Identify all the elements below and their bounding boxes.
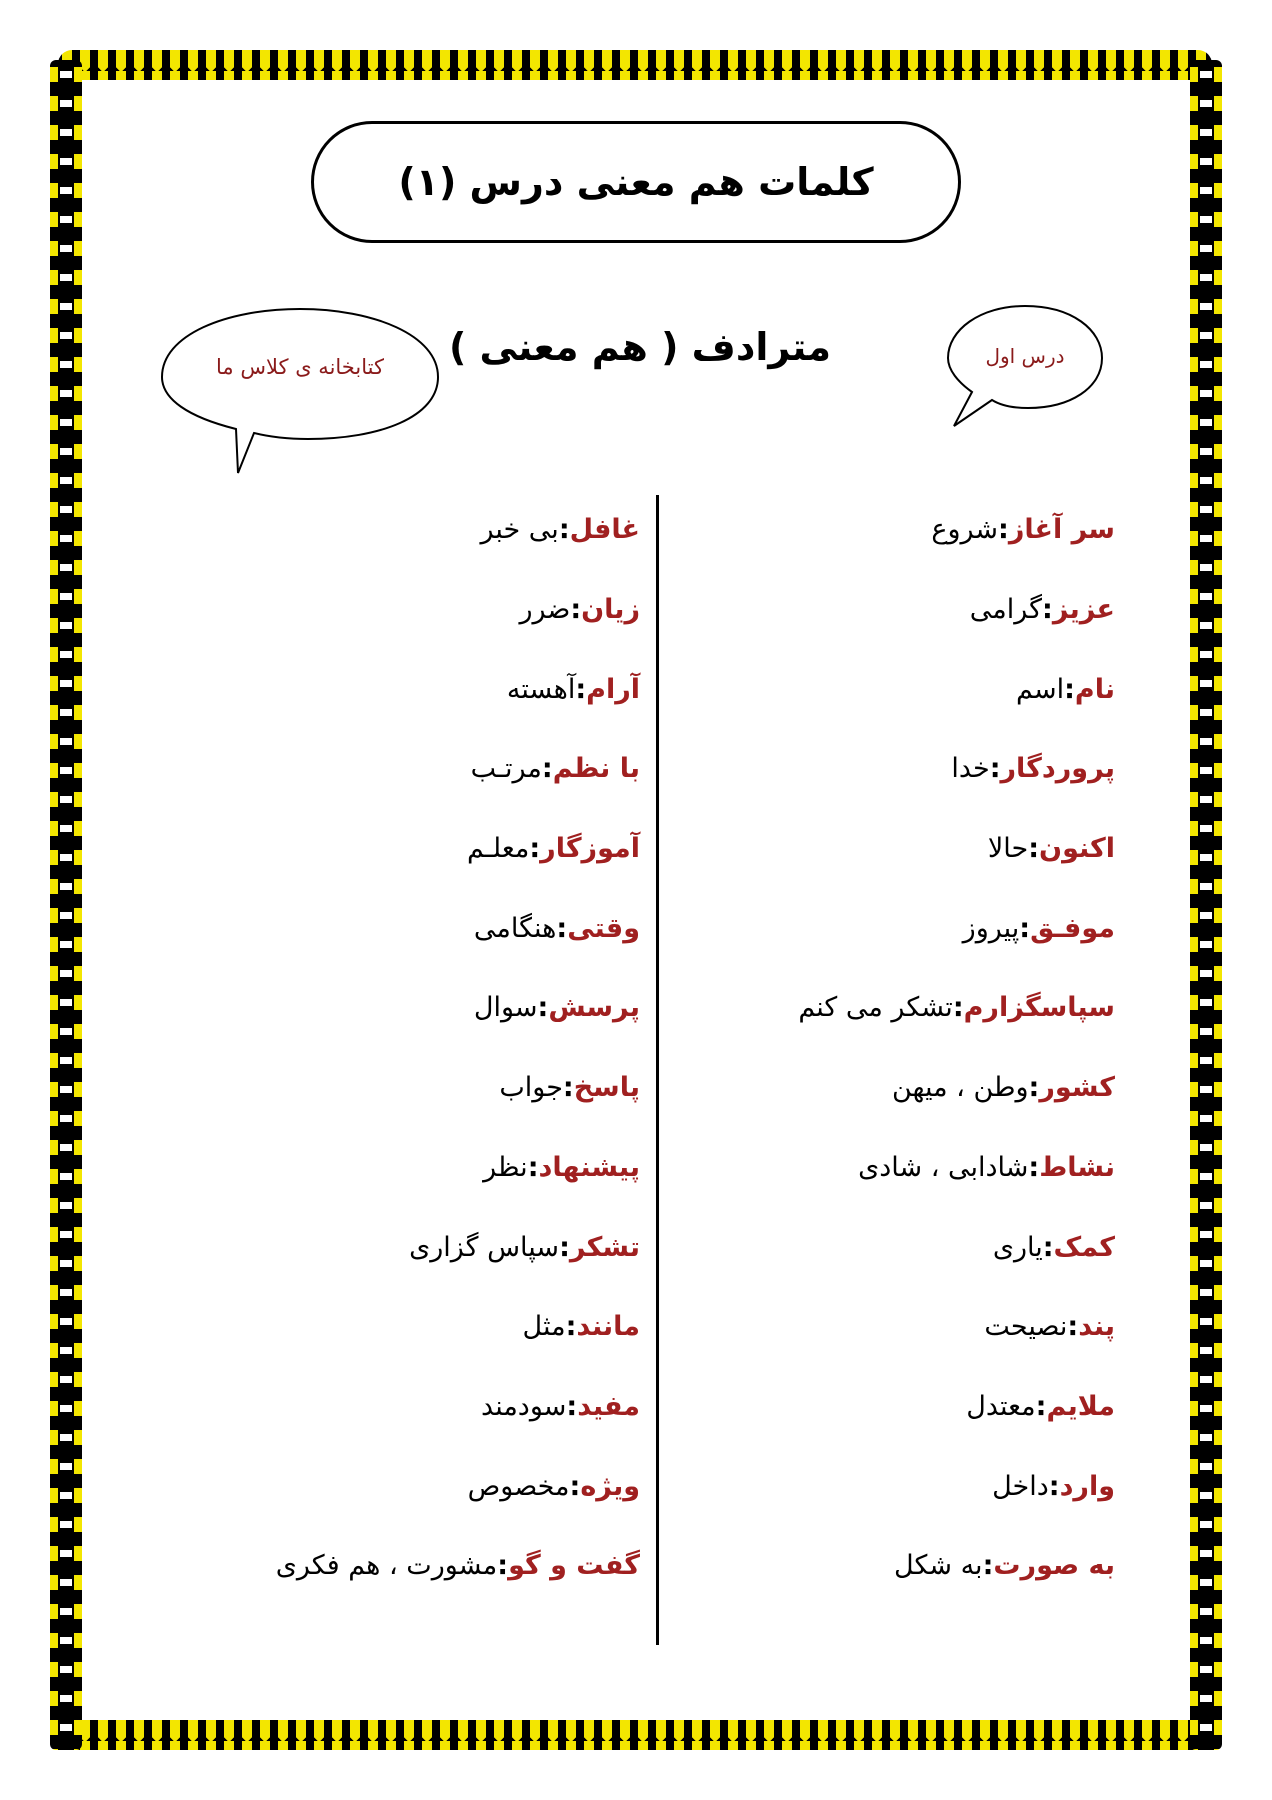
pair-separator: : bbox=[1067, 1311, 1079, 1343]
pair-separator: : bbox=[570, 594, 582, 626]
word-meaning: داخل bbox=[992, 1470, 1049, 1502]
word-term: تشکر bbox=[569, 1231, 640, 1263]
word-meaning: مشورت ، هم فکری bbox=[275, 1550, 498, 1582]
word-term: اکنون bbox=[1039, 833, 1115, 865]
word-meaning: تشکر می کنم bbox=[798, 992, 953, 1024]
word-term: ویژه bbox=[580, 1470, 640, 1502]
word-pair-row bbox=[20, 809, 640, 889]
word-term: مفید bbox=[577, 1390, 640, 1422]
word-meaning: بی خبر bbox=[480, 514, 559, 546]
pair-separator: : bbox=[1042, 1231, 1054, 1263]
word-meaning: نظر bbox=[483, 1151, 528, 1183]
word-term: با نظم bbox=[552, 753, 640, 785]
word-meaning: مرتـب bbox=[470, 753, 542, 785]
word-term: کمک bbox=[1053, 1231, 1115, 1263]
word-pair-row bbox=[20, 1207, 640, 1287]
pair-separator: : bbox=[559, 1231, 570, 1263]
pair-separator: : bbox=[558, 514, 570, 546]
word-meaning: سپاس گزاری bbox=[409, 1231, 560, 1263]
word-meaning: هنگامی bbox=[473, 912, 557, 944]
word-meaning: شروع bbox=[931, 514, 999, 546]
word-pair-row bbox=[20, 888, 640, 968]
pair-separator: : bbox=[497, 1550, 509, 1582]
word-term: غافل bbox=[569, 514, 640, 546]
word-term: پرسش bbox=[548, 992, 640, 1024]
word-term: کشور bbox=[1039, 1072, 1115, 1104]
pair-separator: : bbox=[565, 1311, 577, 1343]
word-pair-row bbox=[20, 570, 640, 650]
word-meaning: معلـم bbox=[467, 833, 530, 865]
word-pair-row bbox=[20, 1367, 640, 1447]
word-meaning: اسم bbox=[1016, 673, 1065, 705]
pair-separator: : bbox=[998, 514, 1009, 546]
pair-separator: : bbox=[1028, 1151, 1040, 1183]
word-meaning: وطن ، میهن bbox=[891, 1072, 1029, 1104]
border-bottom bbox=[58, 1720, 1212, 1750]
word-pair-row bbox=[20, 1287, 640, 1367]
pair-separator: : bbox=[1028, 833, 1040, 865]
page-title bbox=[311, 121, 961, 243]
word-term: پاسخ bbox=[573, 1072, 640, 1104]
word-term: آموزگار bbox=[540, 833, 640, 865]
subtitle: مترادف ( هم معنی ) bbox=[448, 325, 832, 369]
word-meaning: سودمند bbox=[481, 1390, 567, 1422]
word-meaning: خدا bbox=[951, 753, 990, 785]
word-pair-row bbox=[20, 1446, 640, 1526]
word-term: زیان bbox=[581, 594, 640, 626]
word-term: به صورت bbox=[993, 1550, 1115, 1582]
word-term: پروردگار bbox=[1000, 753, 1115, 785]
word-term: عزیز bbox=[1052, 594, 1115, 626]
word-pair-row bbox=[20, 968, 640, 1048]
pair-separator: : bbox=[575, 673, 587, 705]
word-meaning: مثل bbox=[522, 1311, 566, 1343]
pair-separator: : bbox=[952, 992, 964, 1024]
pair-separator: : bbox=[1048, 1470, 1060, 1502]
word-pair-row bbox=[20, 729, 640, 809]
pair-separator: : bbox=[1019, 912, 1031, 944]
word-meaning: ضرر bbox=[519, 594, 571, 626]
word-term: نام bbox=[1074, 673, 1115, 705]
word-term: مانند bbox=[576, 1311, 640, 1343]
border-top bbox=[58, 50, 1212, 80]
word-pair-row bbox=[20, 1128, 640, 1208]
border-right bbox=[1190, 60, 1222, 1750]
pair-separator: : bbox=[569, 1470, 581, 1502]
word-term: وارد bbox=[1059, 1470, 1115, 1502]
word-meaning: حالا bbox=[987, 833, 1029, 865]
word-pair-row bbox=[20, 1526, 640, 1606]
pair-separator: : bbox=[1042, 594, 1053, 626]
word-meaning: پیروز bbox=[962, 912, 1020, 944]
word-meaning: یاری bbox=[992, 1231, 1043, 1263]
pair-separator: : bbox=[556, 912, 568, 944]
pair-separator: : bbox=[537, 992, 549, 1024]
pair-separator: : bbox=[1028, 1072, 1040, 1104]
word-meaning: معتدل bbox=[966, 1390, 1036, 1422]
word-meaning: سوال bbox=[473, 992, 538, 1024]
word-meaning: جواب bbox=[499, 1072, 563, 1104]
pair-separator: : bbox=[566, 1390, 578, 1422]
word-term: پند bbox=[1078, 1311, 1115, 1343]
pair-separator: : bbox=[1035, 1390, 1047, 1422]
word-term: موفـق bbox=[1030, 912, 1115, 944]
left-word-list bbox=[20, 490, 640, 1606]
word-meaning: آهسته bbox=[506, 673, 576, 705]
word-term: سر آغاز bbox=[1008, 514, 1115, 546]
library-bubble-shape bbox=[158, 305, 443, 475]
lesson-bubble bbox=[940, 300, 1110, 430]
word-term: آرام bbox=[586, 673, 640, 705]
word-pair-row bbox=[20, 649, 640, 729]
word-term: گفت و گو bbox=[508, 1550, 640, 1582]
word-term: نشاط bbox=[1039, 1151, 1115, 1183]
pair-separator: : bbox=[527, 1151, 539, 1183]
pair-separator: : bbox=[541, 753, 553, 785]
pair-separator: : bbox=[529, 833, 541, 865]
word-term: ملایم bbox=[1046, 1390, 1115, 1422]
word-term: سپاسگزارم bbox=[963, 992, 1115, 1024]
word-meaning: شادابی ، شادی bbox=[858, 1151, 1029, 1183]
word-pair-row bbox=[20, 490, 640, 570]
page-title-text: کلمات هم معنی درس (۱) bbox=[398, 160, 874, 204]
pair-separator: : bbox=[562, 1072, 574, 1104]
pair-separator: : bbox=[982, 1550, 994, 1582]
lesson-bubble-text: درس اول bbox=[985, 344, 1065, 368]
pair-separator: : bbox=[989, 753, 1001, 785]
word-meaning: مخصوص bbox=[467, 1470, 570, 1502]
word-term: وقتی bbox=[567, 912, 640, 944]
library-bubble bbox=[158, 305, 443, 475]
word-meaning: گرامی bbox=[969, 594, 1042, 626]
pair-separator: : bbox=[1064, 673, 1075, 705]
word-term: پیشنهاد bbox=[538, 1151, 640, 1183]
word-pair-row bbox=[20, 1048, 640, 1128]
word-meaning: نصیحت bbox=[984, 1311, 1068, 1343]
library-bubble-text: کتابخانه ی کلاس ما bbox=[216, 355, 384, 379]
word-meaning: به شکل bbox=[894, 1550, 983, 1582]
